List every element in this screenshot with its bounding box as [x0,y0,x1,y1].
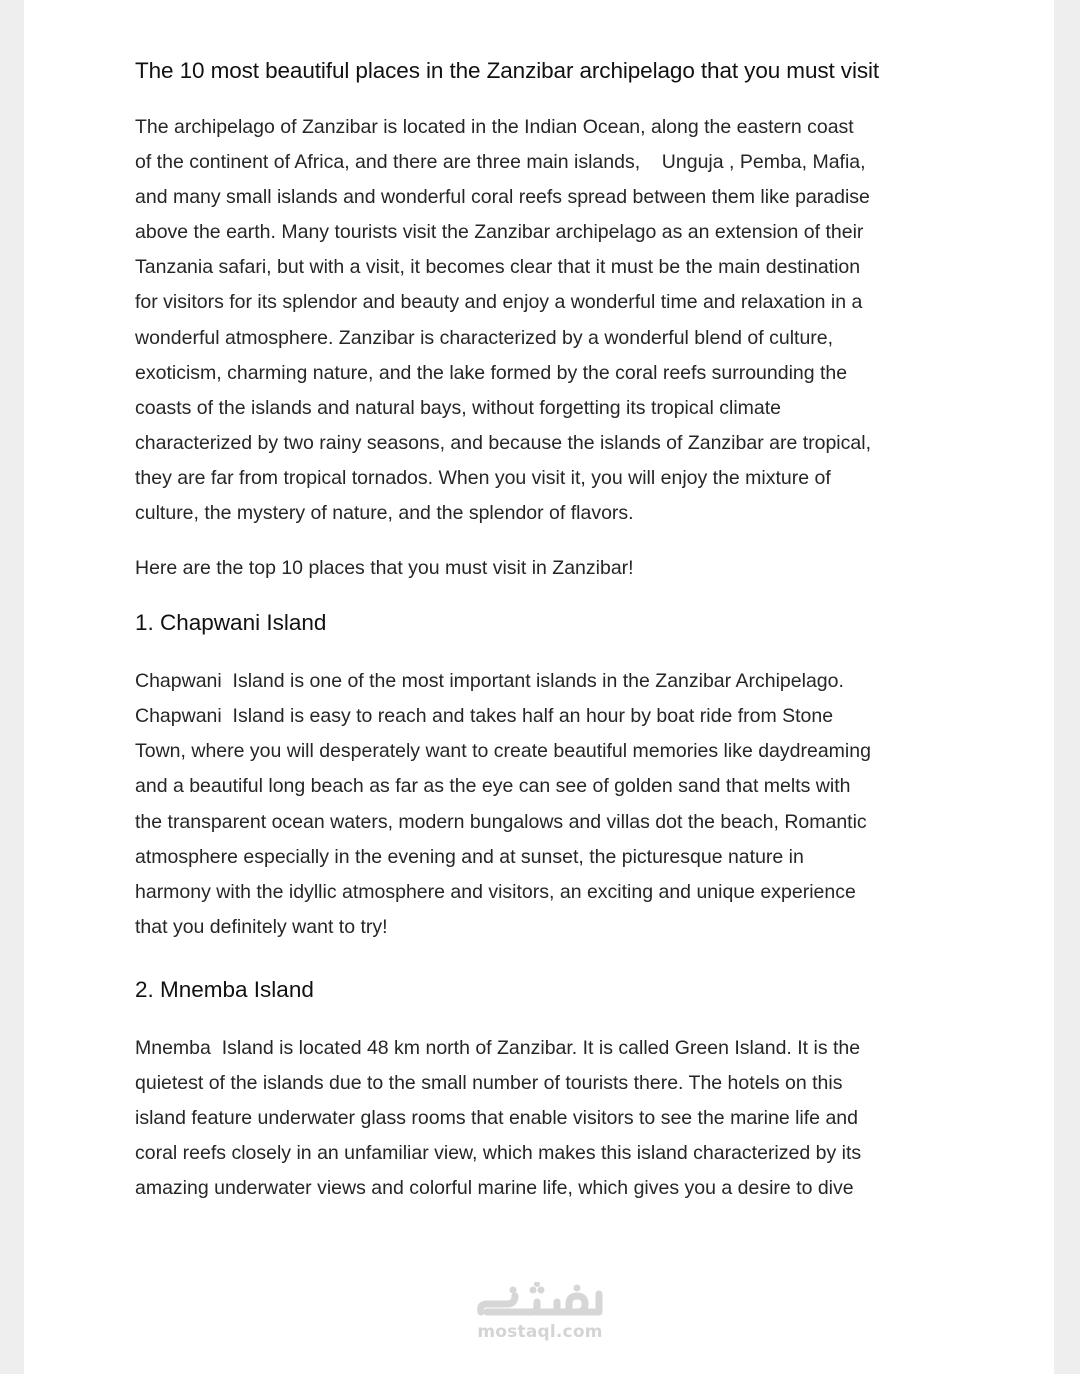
article-title: The 10 most beautiful places in the Zanzibar archipelago that you must visit [135,58,880,83]
watermark-site-text: mostaql.com [477,1322,603,1342]
intro-line: wonderful atmosphere. Zanzibar is characterized by a wonderful blend of culture, [135,326,834,349]
paragraph-line: Town, where you will desperately want to create beautiful memories like daydreaming [135,740,871,763]
section-paragraph-chapwani [135,664,955,945]
intro-line: and many small islands and wonderful coral reefs spread between them like paradise [135,186,870,209]
intro-line: they are far from tropical tornados. When you visit it, you will enjoy the mixture of [135,466,831,489]
intro-line: for visitors for its splendor and beauty and enjoy a wonderful time and relaxation in a [135,291,863,314]
paragraph-line: island feature underwater glass rooms that enable visitors to see the marine life and [135,1107,858,1130]
section-paragraph-mnemba [135,1031,955,1206]
paragraph-line: Chapwani Island is one of the most important islands in the Zanzibar Archipelago. [135,670,844,693]
article-body [135,58,955,1206]
intro-line: exoticism, charming nature, and the lake formed by the coral reefs surrounding the [135,361,848,384]
document-page [24,0,1054,1374]
intro-line: The archipelago of Zanzibar is located in the Indian Ocean, along the eastern coast [135,116,854,138]
paragraph-line: and a beautiful long beach as far as the eye can see of golden sand that melts with [135,775,851,798]
intro-line: characterized by two rainy seasons, and because the islands of Zanzibar are tropical, [135,431,871,454]
intro-line: above the earth. Many tourists visit the Zanzibar archipelago as an extension of their [135,221,864,244]
mostaql-watermark [468,1282,612,1342]
paragraph-line: quietest of the islands due to the small number of tourists there. The hotels on this [135,1071,843,1094]
intro-line: culture, the mystery of nature, and the splendor of flavors. [135,502,634,525]
paragraph-line: amazing underwater views and colorful marine life, which gives you a desire to dive [135,1177,854,1200]
paragraph-line: the transparent ocean waters, modern bungalows and villas dot the beach, Romantic [135,810,867,833]
lead-sentence: Here are the top 10 places that you must visit in Zanzibar! [135,557,634,580]
intro-line: of the continent of Africa, and there are three main islands, Unguja , Pemba, Mafia, [135,151,866,174]
paragraph-line: harmony with the idyllic atmosphere and visitors, an exciting and unique experience [135,880,856,903]
intro-line: Tanzania safari, but with a visit, it becomes clear that it must be the main destination [135,256,861,279]
paragraph-line: Mnemba Island is located 48 km north of Zanzibar. It is called Green Island. It is the [135,1036,861,1059]
mostaql-logo-icon [473,1282,607,1324]
section-heading-chapwani: 1. Chapwani Island [135,610,327,636]
intro-paragraph [135,110,955,531]
paragraph-line: Chapwani Island is easy to reach and takes half an hour by boat ride from Stone [135,705,834,728]
intro-line: coasts of the islands and natural bays, without forgetting its tropical climate [135,396,782,419]
section-heading-mnemba: 2. Mnemba Island [135,976,314,1002]
paragraph-line: coral reefs closely in an unfamiliar view, which makes this island characterized by its [135,1142,862,1165]
paragraph-line: that you definitely want to try! [135,915,388,938]
paragraph-line: atmosphere especially in the evening and at sunset, the picturesque nature in [135,845,804,868]
